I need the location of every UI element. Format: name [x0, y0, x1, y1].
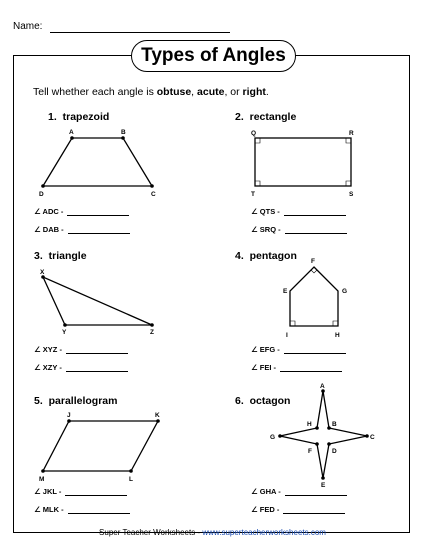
vertex-dot	[70, 136, 74, 140]
option-right: right	[242, 86, 266, 98]
question-6b	[251, 505, 345, 514]
problem-number: 6.	[235, 395, 244, 407]
vertex-dot	[41, 469, 45, 473]
vertex-label: M	[39, 476, 45, 483]
problem-2-title	[235, 111, 296, 123]
vertex-label: A	[320, 383, 325, 390]
vertex-label: A	[69, 129, 74, 136]
vertex-dot	[41, 184, 45, 188]
shape-name: parallelogram	[48, 395, 118, 407]
vertex-label: G	[270, 434, 276, 441]
answer-blank[interactable]	[68, 505, 130, 514]
vertex-label: J	[67, 412, 71, 419]
question-4a	[251, 345, 346, 354]
vertex-label: L	[129, 476, 133, 483]
answer-blank[interactable]	[284, 345, 346, 354]
problem-number: 4.	[235, 250, 244, 262]
vertex-dot	[150, 184, 154, 188]
footer	[0, 528, 425, 537]
question-label: ∠ ADC -	[34, 207, 64, 216]
vertex-dot	[156, 419, 160, 423]
question-label: ∠ XZY -	[34, 363, 62, 372]
answer-blank[interactable]	[285, 225, 347, 234]
vertex-label: H	[335, 332, 340, 339]
vertex-label: T	[251, 191, 255, 198]
question-label: ∠ DAB -	[34, 225, 64, 234]
problem-6-title	[235, 395, 290, 407]
question-label: ∠ JKL -	[34, 487, 62, 496]
vertex-label: F	[311, 258, 315, 265]
problem-3-title	[34, 250, 87, 262]
rectangle-figure	[251, 130, 354, 198]
vertex-label: K	[155, 412, 160, 419]
question-5a	[34, 487, 127, 496]
vertex-label: Q	[251, 130, 257, 137]
question-3a	[34, 345, 128, 354]
question-2b	[251, 225, 347, 234]
question-4b	[251, 363, 342, 372]
vertex-label: S	[349, 191, 354, 198]
vertex-label: C	[370, 434, 375, 441]
vertex-dot	[63, 323, 67, 327]
vertex-label: D	[332, 448, 337, 455]
answer-blank[interactable]	[66, 345, 128, 354]
instructions-suffix: .	[265, 86, 269, 98]
vertex-label: E	[321, 482, 326, 489]
footer-text: Super Teacher Worksheets -	[99, 528, 203, 537]
shape-name: rectangle	[249, 111, 297, 123]
shape-name: triangle	[48, 250, 87, 262]
problem-4-title	[235, 250, 297, 262]
vertex-label: G	[342, 288, 348, 295]
vertex-dot	[150, 323, 154, 327]
question-label: ∠ MLK -	[34, 505, 64, 514]
question-1a	[34, 207, 129, 216]
vertex-label: Y	[62, 329, 67, 336]
question-label: ∠ FEI -	[251, 363, 277, 372]
question-1b	[34, 225, 130, 234]
answer-blank[interactable]	[283, 505, 345, 514]
vertex-label: E	[283, 288, 288, 295]
vertex-label: R	[349, 130, 354, 137]
footer-link[interactable]: www.superteacherworksheets.com	[202, 528, 326, 537]
question-3b	[34, 363, 128, 372]
instructions-prefix: Tell whether each angle is	[33, 86, 157, 98]
problem-number: 1.	[48, 111, 57, 123]
pentagon-figure	[283, 258, 347, 339]
shape-name: pentagon	[249, 250, 297, 262]
vertex-label: B	[332, 421, 337, 428]
question-label: ∠ SRQ -	[251, 225, 281, 234]
instructions-sep: ,	[191, 86, 198, 98]
vertex-label: H	[307, 421, 312, 428]
question-label: ∠ EFG -	[251, 345, 280, 354]
shape-name: octagon	[249, 395, 291, 407]
question-label: ∠ GHA -	[251, 487, 281, 496]
vertex-dot	[67, 419, 71, 423]
answer-blank[interactable]	[285, 487, 347, 496]
name-label: Name:	[13, 21, 43, 32]
question-5b	[34, 505, 130, 514]
question-label: ∠ QTS -	[251, 207, 280, 216]
vertex-dot	[121, 136, 125, 140]
problem-number: 2.	[235, 111, 244, 123]
vertex-label: Z	[150, 329, 154, 336]
question-2a	[251, 207, 346, 216]
vertex-label: C	[151, 191, 156, 198]
vertex-dot	[129, 469, 133, 473]
page-title: Types of Angles	[131, 40, 296, 72]
option-acute: acute	[197, 86, 225, 98]
option-obtuse: obtuse	[156, 86, 192, 98]
vertex-label: I	[286, 332, 288, 339]
answer-blank[interactable]	[66, 363, 128, 372]
vertex-label: D	[39, 191, 44, 198]
shape-name: trapezoid	[62, 111, 110, 123]
answer-blank[interactable]	[65, 487, 127, 496]
problem-number: 5.	[34, 395, 43, 407]
problem-number: 3.	[34, 250, 43, 262]
vertex-label: F	[308, 448, 312, 455]
answer-blank[interactable]	[280, 363, 342, 372]
answer-blank[interactable]	[67, 207, 129, 216]
instructions-sep: , or	[224, 86, 243, 98]
question-label: ∠ XYZ -	[34, 345, 62, 354]
triangle-figure	[40, 269, 154, 336]
answer-blank[interactable]	[284, 207, 346, 216]
trapezoid-figure	[39, 129, 156, 198]
question-label: ∠ FED -	[251, 505, 280, 514]
question-6a	[251, 487, 347, 496]
vertex-label: B	[121, 129, 126, 136]
vertex-label: X	[40, 269, 45, 276]
problem-5-title	[34, 395, 117, 407]
answer-blank[interactable]	[68, 225, 130, 234]
parallelogram-figure	[39, 412, 160, 483]
